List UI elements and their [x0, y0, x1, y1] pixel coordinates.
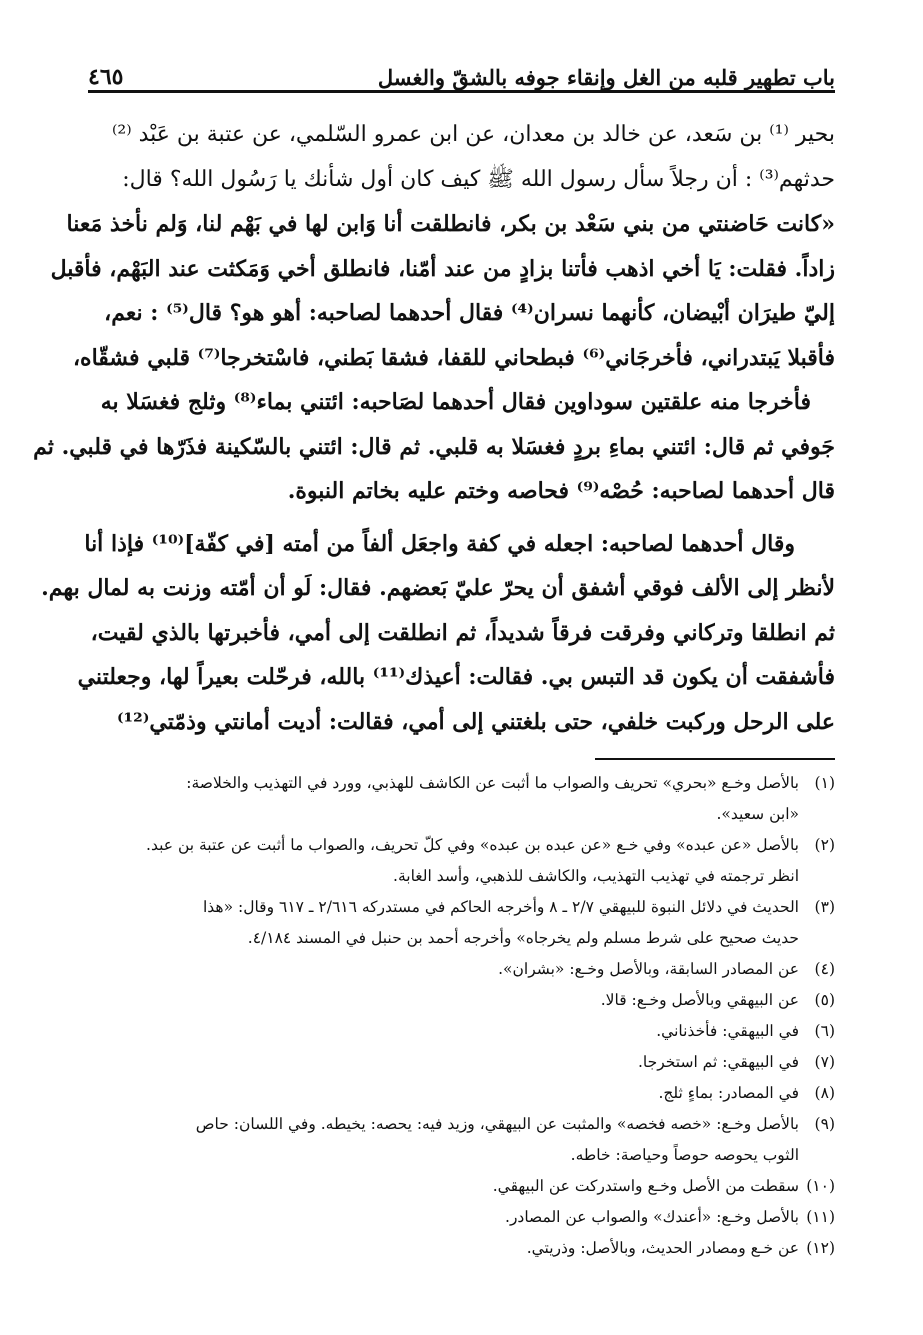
footnote-number: (١٢)	[806, 1239, 835, 1257]
text-line: بحير ⁽¹⁾ بن سَعد، عن خالد بن معدان، عن ابن عمرو السّلمي، عن عتبة بن عَبْد ⁽²⁾	[111, 122, 835, 147]
chapter-title: باب تطهير قلبه من الغل وإنقاء جوفه بالشقّ والغسل	[377, 65, 835, 90]
footnote-number: (٣)	[814, 898, 835, 916]
footnote-text	[88, 1016, 799, 1047]
text-line: حدثهم⁽³⁾ : أن رجلاً سأل رسول الله ﷺ كيف كان أول شأنك يا رَسُول الله؟ قال:	[122, 166, 835, 192]
footnotes	[88, 768, 835, 1264]
footnote-line: في المصادر: بماءٍ ثلج.	[658, 1084, 799, 1102]
footnote-text	[88, 954, 799, 985]
main-text	[33, 113, 835, 744]
footnote	[88, 892, 835, 954]
text-line: إليّ طيرَان أبْيضان، كأنهما نسران⁽⁴⁾ فقال أحدهما لصاحبه: أهو هو؟ قال⁽⁵⁾ : نعم،	[104, 300, 835, 326]
footnote-number: (٨)	[814, 1084, 835, 1102]
footnote-number: (٩)	[814, 1115, 835, 1133]
footnote-line: عن البيهقي وبالأصل وخـع: قالا.	[600, 991, 799, 1009]
footnote-number: (٧)	[814, 1053, 835, 1071]
text-line: «كانت حَاضنتي من بني سَعْد بن بكر، فانطلقت أنا وَابن لها في بَهْم لنا، وَلم نأخذ مَعنا	[66, 211, 835, 237]
footnote-line: عن المصادر السابقة، وبالأصل وخـع: «بشران».	[498, 960, 799, 978]
page-number: ٤٦٥	[88, 64, 124, 90]
footnote-line: حديث صحيح على شرط مسلم ولم يخرجاه» وأخرجه أحمد بن حنبل في المسند ٤/١٨٤.	[247, 929, 799, 947]
footnote-line: بالأصل وخـع: «خصه فخصه» والمثبت عن البيهقي، وزيد فيه: يحصه: يخيطه. وفي اللسان: حاص	[195, 1115, 799, 1133]
footnote-line: الثوب يحوصه حوصاً وحياصة: خاطه.	[570, 1146, 799, 1164]
footnote	[88, 954, 835, 985]
footnote-text	[88, 768, 799, 830]
footnote-line: الحديث في دلائل النبوة للبيهقي ٢/٧ ـ ٨ وأخرجه الحاكم في مستدركه ٢/٦١٦ ـ ٦١٧ وقال: «هذا	[202, 898, 799, 916]
footnote-text	[88, 1047, 799, 1078]
text-line: على الرحل وركبت خلفي، حتى بلغتني إلى أمي، فقالت: أديت أمانتي وذمّتي⁽¹²⁾	[116, 708, 835, 735]
text-line: فأشفقت أن يكون قد التبس بي. فقالت: أعيذك⁽¹¹⁾ بالله، فرحّلت بعيراً لها، وجعلتني	[77, 664, 835, 690]
footnote-line: عن خـع ومصادر الحديث، وبالأصل: وذريتي.	[526, 1239, 799, 1257]
footnote-number: (١)	[814, 774, 835, 792]
footnote	[88, 1202, 835, 1233]
text-line: لأنظر إلى الألف فوقي أشفق أن يحرّ عليّ بَعضهم. فقال: لَو أن أمّته وزنت به لمال بهم.	[41, 575, 835, 601]
text-line: فأخرجا منه علقتين سوداوين فقال أحدهما لصَاحبه: ائتني بماء⁽⁸⁾ وثلج فغسَلا به	[100, 389, 811, 415]
footnote-text	[88, 1078, 799, 1109]
text-line: وقال أحدهما لصاحبه: اجعله في كفة واجعَل ألفاً من أمته [في كفّة]⁽¹⁰⁾ فإذا أنا	[84, 530, 795, 557]
footnote-line: بالأصل وخـع «بحري» تحريف والصواب ما أثبت عن الكاشف للهذبي، وورد في التهذيب والخلاصة:	[186, 774, 799, 792]
text-line: جَوفي ثم قال: ائتني بماءِ بردٍ فغسَلا به قلبي. ثم قال: ائتني بالسّكينة فذَرّها في قلبي. ثم	[33, 433, 835, 460]
footnote-text	[88, 892, 799, 954]
footnote	[88, 830, 835, 892]
text-line: ثم انطلقا وتركاني وفرقت فرقاً شديداً، ثم انطلقت إلى أمي، فأخبرتها بالذي لقيت،	[90, 619, 835, 646]
footnote-line: بالأصل «عن عبده» وفي خـع «عن عبده بن عبده» وفي كلّ تحريف، والصواب ما أثبت عن عتبة بن عبد.	[146, 836, 799, 854]
footnote-text	[88, 1171, 799, 1202]
footnote-line: بالأصل وخـع: «أعندك» والصواب عن المصادر.	[505, 1208, 799, 1226]
footnote	[88, 768, 835, 830]
text-line: زاداً. فقلت: يَا أخي اذهب فأتنا بزادٍ من عند أمّنا، فانطلق أخي وَمَكثت عند البَهْم، فأقبل	[50, 255, 835, 282]
footnote-separator	[595, 758, 835, 760]
footnote-text	[88, 1233, 799, 1264]
footnote-line: في البيهقي: ثم استخرجا.	[637, 1053, 799, 1071]
footnote-line: في البيهقي: فأخذناني.	[656, 1022, 799, 1040]
footnote-number: (٤)	[814, 960, 835, 978]
footnote	[88, 1047, 835, 1078]
footnote-text	[88, 1202, 799, 1233]
footnote-line: انظر ترجمته في تهذيب التهذيب، والكاشف للذهبي، وأسد الغابة.	[393, 867, 799, 885]
footnote	[88, 1016, 835, 1047]
footnote-number: (٦)	[814, 1022, 835, 1040]
footnote-text	[88, 1109, 799, 1171]
footnote-number: (٥)	[814, 991, 835, 1009]
footnote	[88, 1078, 835, 1109]
text-line: فأقبلا يَبتدراني، فأخرجَاني⁽⁶⁾ فبطحاني للقفا، فشقا بَطني، فاسْتخرجا⁽⁷⁾ قلبي فشقّاه،	[72, 344, 835, 371]
footnote-number: (١١)	[806, 1208, 835, 1226]
footnote	[88, 1109, 835, 1171]
text-line: قال أحدهما لصاحبه: حُصْه⁽⁹⁾ فحاصه وختم عليه بخاتم النبوة.	[287, 478, 835, 504]
footnote	[88, 1171, 835, 1202]
running-header	[88, 56, 835, 93]
footnote	[88, 1233, 835, 1264]
footnote-line: «ابن سعيد».	[716, 805, 799, 823]
footnote-text	[88, 985, 799, 1016]
footnote-line: سقطت من الأصل وخـع واستدركت عن البيهقي.	[492, 1177, 799, 1195]
footnote-number: (٢)	[814, 836, 835, 854]
footnote-text	[88, 830, 799, 892]
footnote-number: (١٠)	[806, 1177, 835, 1195]
footnote	[88, 985, 835, 1016]
